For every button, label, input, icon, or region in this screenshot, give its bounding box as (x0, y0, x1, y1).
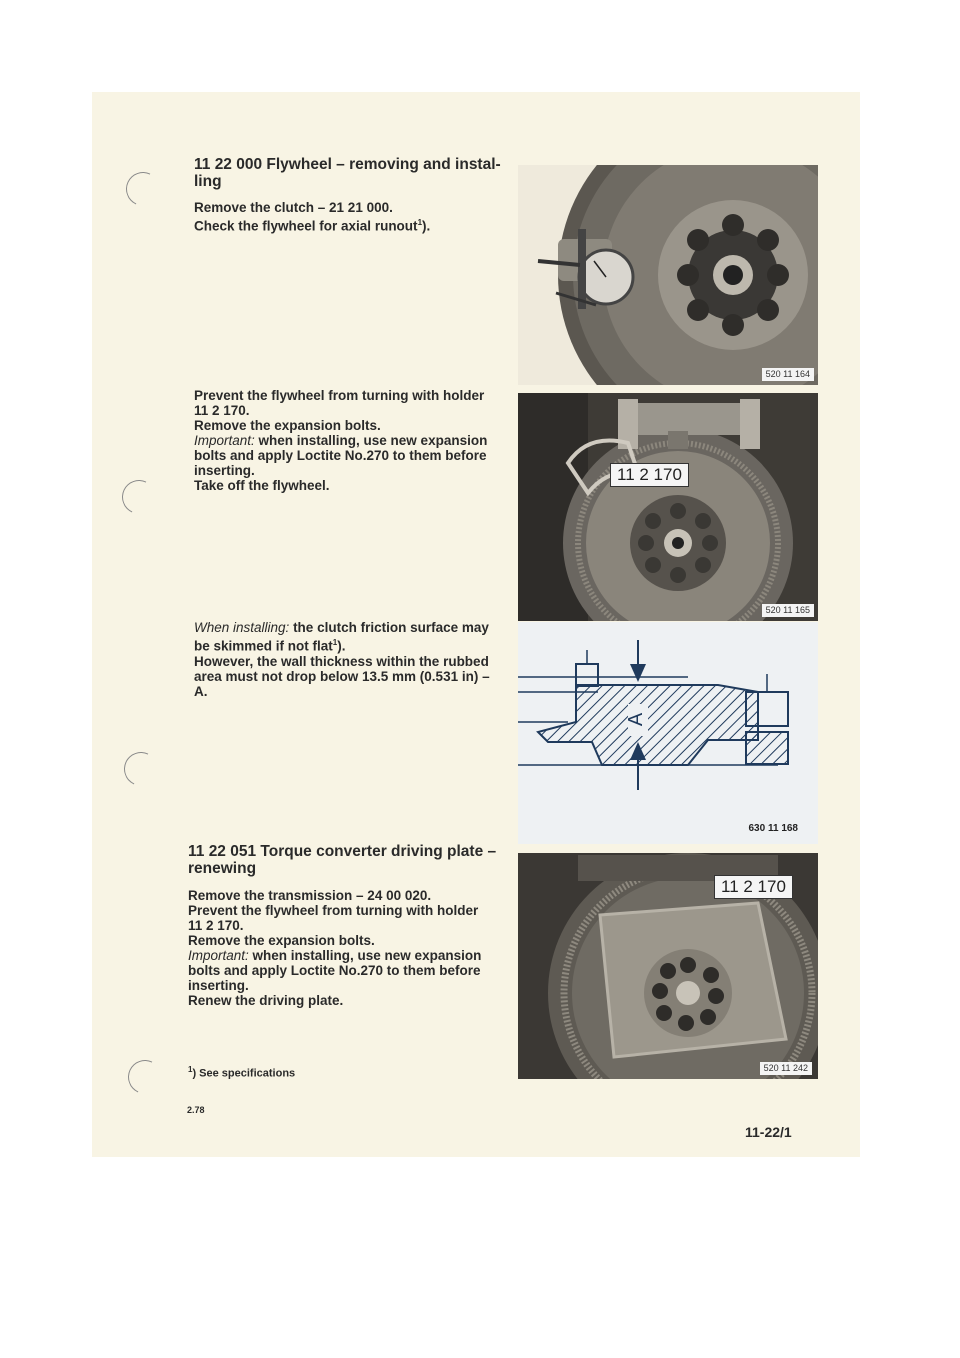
figure-number: 520 11 164 (762, 368, 814, 381)
section2-body: Remove the transmission – 24 00 020. Prevent the flywheel from turning with holder 11 2 170. Remove the expansion bolts. Important: when installing, use new expansion bolts and apply Loctite No.270 to them before inserting. Renew the driving plate. (188, 888, 482, 1008)
tool-number-label: 11 2 170 (714, 875, 793, 899)
figure-number: 520 11 242 (760, 1062, 812, 1075)
section1-para3: When installing: the clutch friction surface may be skimmed if not flat$^1$). However, the wall thickness within the rubbed area must not drop below 13.5 mm (0.531 in) – A. (194, 620, 490, 699)
section1-para1: Remove the clutch – 21 21 000. Check the flywheel for axial runout$^1$). (194, 200, 431, 234)
section1-para2: Prevent the flywheel from turning with holder 11 2 170. Remove the expansion bolts. Important: when installing, use new expansion bolts and apply Loctite No.270 to them before inserting. Take off the flywheel. (194, 388, 488, 493)
footnote: $^1$) See specifications (188, 1065, 296, 1080)
section2-heading: 11 22 051 Torque converter driving plate – renewing (188, 843, 497, 877)
flywheel-runout-illustration (518, 165, 818, 385)
figure-driving-plate-photo (518, 853, 818, 1079)
figure-number: 520 11 165 (762, 604, 814, 617)
figure-flywheel-holder-photo (518, 393, 818, 621)
section-drawing (518, 622, 818, 844)
figure-number: 630 11 168 (748, 823, 798, 834)
tool-number-label: 11 2 170 (610, 463, 689, 487)
figure-flywheel-runout-photo (518, 165, 818, 385)
section1-heading: 11 22 000 Flywheel – removing and instal- ling (194, 156, 501, 190)
flywheel-holder-illustration (518, 393, 818, 621)
dimension-label-a: A (625, 712, 648, 727)
figure-flywheel-section-drawing (518, 622, 818, 844)
page-number: 11-22/1 (745, 1124, 792, 1140)
date-code: 2.78 (187, 1105, 205, 1115)
